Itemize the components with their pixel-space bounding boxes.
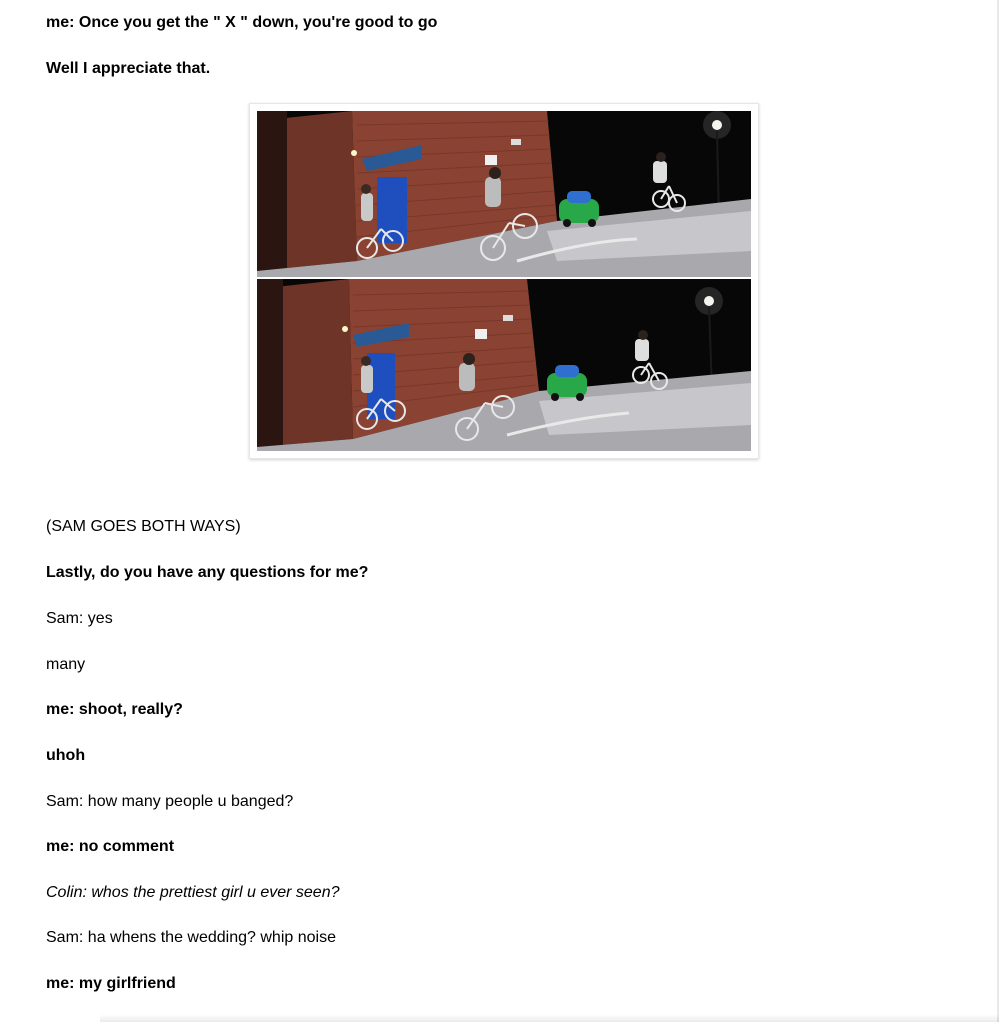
dialogue-line-11: Colin: whos the prettiest girl u ever seen? xyxy=(46,884,340,901)
photo-panel-top xyxy=(257,111,751,277)
bike-sequence-photo-bottom xyxy=(257,279,751,451)
dialogue-line-3: (SAM GOES BOTH WAYS) xyxy=(46,518,241,535)
dialogue-line-8: uhoh xyxy=(46,747,86,764)
dialogue-line-1: me: Once you get the " X " down, you're good to go xyxy=(46,14,438,31)
bike-sequence-photo-top xyxy=(257,111,751,277)
dialogue-line-7: me: shoot, really? xyxy=(46,701,183,718)
photo-panel-bottom xyxy=(257,279,751,451)
dialogue-line-2: Well I appreciate that. xyxy=(46,60,211,77)
dialogue-line-10: me: no comment xyxy=(46,838,175,855)
dialogue-line-12: Sam: ha whens the wedding? whip noise xyxy=(46,929,336,946)
dialogue-line-5: Sam: yes xyxy=(46,610,113,627)
dialogue-line-6: many xyxy=(46,656,86,673)
bike-photo-figure xyxy=(249,103,759,459)
dialogue-line-9: Sam: how many people u banged? xyxy=(46,793,294,810)
dialogue-line-4: Lastly, do you have any questions for me? xyxy=(46,564,369,581)
dialogue-line-13: me: my girlfriend xyxy=(46,975,176,992)
bottom-shadow xyxy=(100,1014,999,1022)
